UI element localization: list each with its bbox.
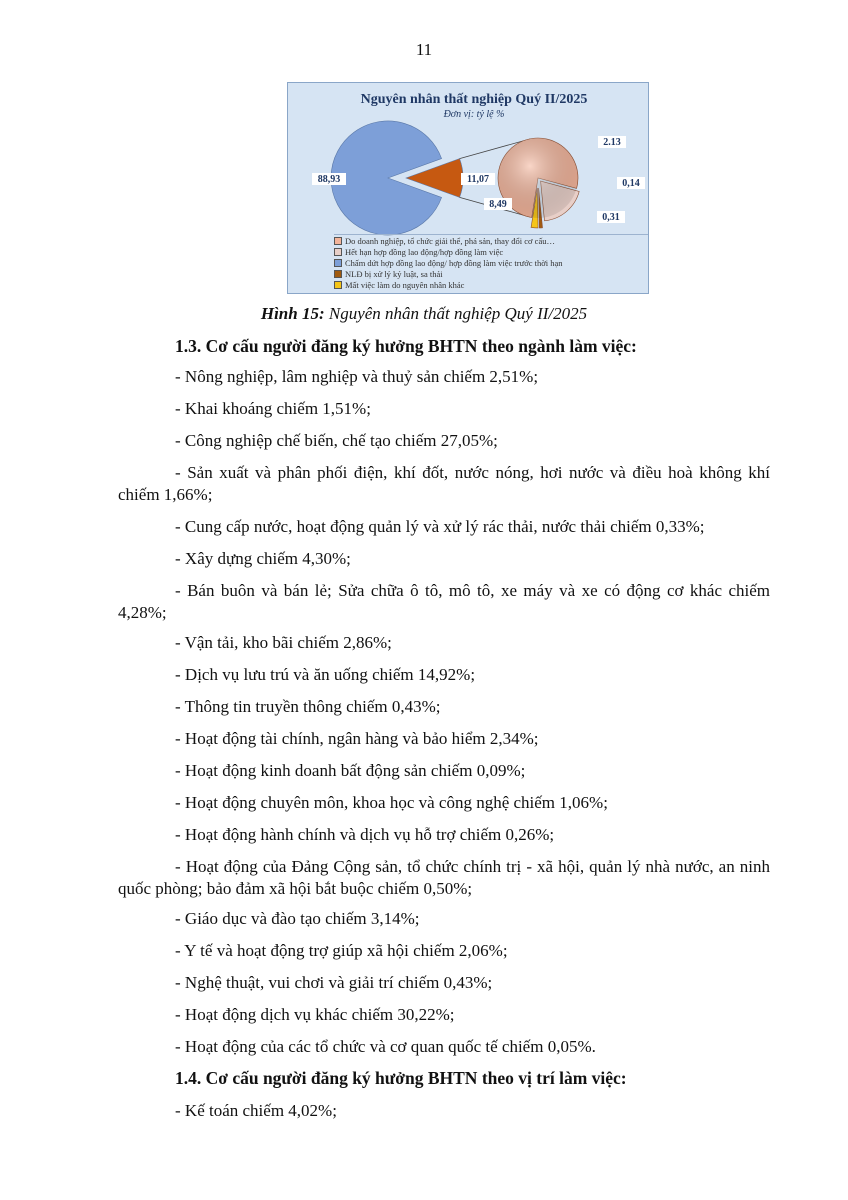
data-label-sub-2: 0,14 bbox=[622, 178, 640, 189]
list-item: - Hoạt động dịch vụ khác chiếm 30,22%; bbox=[175, 1005, 455, 1024]
list-item: - Vận tải, kho bãi chiếm 2,86%; bbox=[175, 633, 392, 652]
list-item: - Hoạt động của các tổ chức và cơ quan quốc tế chiếm 0,05%. bbox=[175, 1037, 596, 1056]
legend-label: Mất việc làm do nguyên nhân khác bbox=[345, 280, 465, 291]
list-item: - Hoạt động của Đảng Cộng sản, tổ chức chính trị - xã hội, quản lý nhà nước, an ninh quốc phòng; bảo đảm xã hội bắt buộc chiếm 0,50%; bbox=[118, 857, 770, 898]
data-label-sub-3: 0,31 bbox=[602, 212, 620, 223]
list-item: - Dịch vụ lưu trú và ăn uống chiếm 14,92%; bbox=[175, 665, 476, 684]
list-item: - Thông tin truyền thông chiếm 0,43%; bbox=[175, 697, 441, 716]
list-item: - Y tế và hoạt động trợ giúp xã hội chiếm 2,06%; bbox=[175, 941, 508, 960]
sub-pie bbox=[498, 138, 579, 228]
section-heading-1-4: 1.4. Cơ cấu người đăng ký hưởng BHTN theo vị trí làm việc: bbox=[175, 1068, 627, 1088]
legend-item bbox=[334, 257, 648, 268]
list-item: - Hoạt động kinh doanh bất động sản chiếm 0,09%; bbox=[175, 761, 526, 780]
figure-caption-label: Hình 15: bbox=[260, 304, 325, 323]
legend-item bbox=[334, 280, 648, 291]
list-item: - Nghệ thuật, vui chơi và giải trí chiếm 0,43%; bbox=[175, 973, 493, 992]
figure-caption-text: Nguyên nhân thất nghiệp Quý II/2025 bbox=[328, 304, 588, 323]
legend-swatch bbox=[334, 281, 342, 289]
unemployment-cause-chart bbox=[287, 82, 649, 294]
legend-swatch bbox=[334, 237, 342, 245]
legend-label: NLĐ bị xử lý kỷ luật, sa thải bbox=[345, 269, 443, 280]
data-label-sub-1: 2.13 bbox=[603, 137, 621, 148]
section-heading-1-3: 1.3. Cơ cấu người đăng ký hưởng BHTN theo ngành làm việc: bbox=[175, 336, 637, 356]
chart-subtitle: Đơn vị: tỷ lệ % bbox=[443, 109, 505, 120]
list-item: - Cung cấp nước, hoạt động quản lý và xử lý rác thải, nước thải chiếm 0,33%; bbox=[175, 517, 705, 536]
legend-swatch bbox=[334, 270, 342, 278]
list-item: - Hoạt động chuyên môn, khoa học và công nghệ chiếm 1,06%; bbox=[175, 793, 608, 812]
legend-label: Do doanh nghiệp, tổ chức giải thể, phá sản, thay đổi cơ cấu… bbox=[345, 235, 555, 246]
legend-label: Hết hạn hợp đồng lao động/hợp đồng làm việc bbox=[345, 246, 504, 257]
chart-title: Nguyên nhân thất nghiệp Quý II/2025 bbox=[360, 92, 588, 107]
list-item: - Nông nghiệp, lâm nghiệp và thuỷ sản chiếm 2,51%; bbox=[175, 367, 539, 386]
legend-swatch bbox=[334, 259, 342, 267]
list-item: - Bán buôn và bán lẻ; Sửa chữa ô tô, mô tô, xe máy và xe có động cơ khác chiếm 4,28%; bbox=[118, 581, 770, 622]
list-item: - Kế toán chiếm 4,02%; bbox=[175, 1101, 337, 1120]
data-label-main-1: 11,07 bbox=[467, 174, 489, 185]
list-item: - Giáo dục và đào tạo chiếm 3,14%; bbox=[175, 909, 420, 928]
main-pie bbox=[331, 121, 463, 235]
data-label-sub-0: 8,49 bbox=[489, 199, 507, 210]
figure-caption bbox=[0, 304, 848, 324]
list-item: - Hoạt động tài chính, ngân hàng và bảo hiểm 2,34%; bbox=[175, 729, 539, 748]
data-label-main-0: 88,93 bbox=[317, 174, 341, 185]
list-item: - Sản xuất và phân phối điện, khí đốt, nước nóng, hơi nước và điều hoà không khí chiếm 1,66%; bbox=[118, 463, 770, 504]
legend-item bbox=[334, 246, 648, 257]
chart-legend bbox=[334, 234, 648, 294]
list-item: - Xây dựng chiếm 4,30%; bbox=[175, 549, 351, 568]
list-item: - Hoạt động hành chính và dịch vụ hỗ trợ chiếm 0,26%; bbox=[175, 825, 555, 844]
list-item: - Khai khoáng chiếm 1,51%; bbox=[175, 399, 371, 418]
legend-swatch bbox=[334, 248, 342, 256]
legend-item bbox=[334, 235, 648, 246]
legend-item bbox=[334, 269, 648, 280]
legend-label: Chấm dứt hợp đồng lao động/ hợp đồng làm việc trước thời hạn bbox=[345, 257, 563, 268]
list-item: - Công nghiệp chế biến, chế tạo chiếm 27,05%; bbox=[175, 431, 498, 450]
page-number: 11 bbox=[415, 40, 433, 59]
